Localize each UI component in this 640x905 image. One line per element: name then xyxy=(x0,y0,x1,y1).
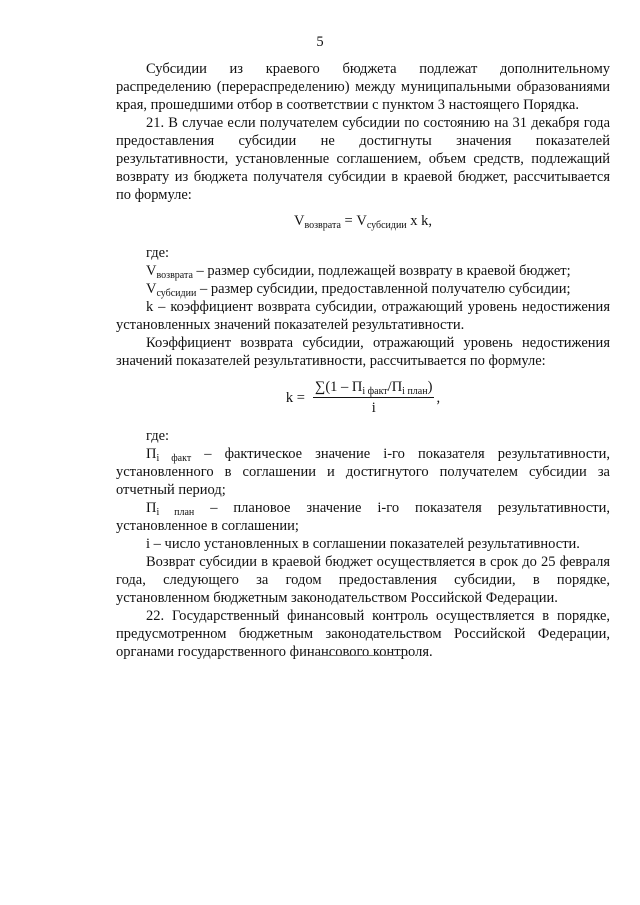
formula-return-volume xyxy=(116,212,610,230)
symbol-p: П xyxy=(146,500,157,516)
definition-text: – фактическое значение i-го показателя результативности, установленного в соглашении и достигнутого получателем субсидии за отчетный период; xyxy=(116,446,610,498)
formula-tail: x k, xyxy=(406,213,433,229)
formula-v2: V xyxy=(356,213,367,229)
formula-v: V xyxy=(293,213,305,229)
symbol-sub-return: возврата xyxy=(156,270,193,281)
definition-k: k – коэффициент возврата субсидии, отражающий уровень недостижения установленных значений показателей результативности. xyxy=(116,299,610,333)
formula-sub-return: возврата xyxy=(304,220,341,231)
paragraph-22: 22. Государственный финансовый контроль осуществляется в порядке, предусмотренном бюджетным законодательством Российской Федерации, органами государственного финансового контроля. xyxy=(116,608,610,660)
formula-sub-subsidy: субсидии xyxy=(366,220,407,231)
formula-coefficient xyxy=(116,378,610,417)
definition-p-plan xyxy=(116,499,610,535)
definition-i: i – число установленных в соглашении показателей результативности. xyxy=(146,536,580,552)
definition-text: – плановое значение i-го показателя результативности, установленное в соглашении; xyxy=(116,500,610,534)
numerator-sub-fact: i факт xyxy=(362,386,388,397)
paragraph-coefficient: Коэффициент возврата субсидии, отражающий уровень недостижения значений показателей результативности, рассчитывается по формуле: xyxy=(116,335,610,369)
numerator-part-b: /П xyxy=(387,379,403,395)
symbol-sub-plan: i план xyxy=(156,507,195,518)
page-number: 5 xyxy=(316,34,324,50)
formula-fraction xyxy=(313,378,434,417)
numerator-sub-plan: i план xyxy=(402,386,428,397)
symbol-v: V xyxy=(146,281,157,297)
where-label-2: где: xyxy=(146,428,170,444)
numerator-part-c: ) xyxy=(427,379,433,395)
paragraph-redistribution: Субсидии из краевого бюджета подлежат дополнительному распределению (перераспределению) между муниципальными образованиями края, прошедшими отбор в соответствии с пунктом 3 настоящего Порядка. xyxy=(116,61,610,113)
paragraph-21: 21. В случае если получателем субсидии по состоянию на 31 декабря года предоставления субсидии не достигнуты значения показателей результативности, установленные соглашением, объем средств, подлежащий возврату из бюджета получателя субсидии в краевой бюджет, рассчитывается по формуле: xyxy=(116,115,610,203)
formula-denominator: i xyxy=(371,400,376,416)
symbol-v: V xyxy=(146,263,157,279)
end-separator-line xyxy=(316,655,408,656)
symbol-sub-subsidy: субсидии xyxy=(156,288,197,299)
where-label-1: где: xyxy=(146,245,170,261)
symbol-sub-fact: i факт xyxy=(156,453,192,464)
document-body xyxy=(116,60,610,661)
definition-text: – размер субсидии, предоставленной получателю субсидии; xyxy=(196,281,571,297)
numerator-part-a: ∑(1 – П xyxy=(314,379,363,395)
definition-v-subsidy xyxy=(116,280,610,298)
formula-k-lhs: k = xyxy=(285,389,305,406)
definition-p-fact xyxy=(116,445,610,499)
formula-equals: = xyxy=(340,213,357,229)
definition-text: – размер субсидии, подлежащей возврату в краевой бюджет; xyxy=(192,263,571,279)
formula-numerator xyxy=(313,378,434,398)
definition-v-return xyxy=(116,262,610,280)
paragraph-return-deadline: Возврат субсидии в краевой бюджет осуществляется в срок до 25 февраля года, следующего за годом предоставления субсидии, в порядке, установленном бюджетным законодательством Российской Федерации. xyxy=(116,554,610,606)
formula-comma: , xyxy=(436,389,441,406)
symbol-p: П xyxy=(146,446,157,462)
